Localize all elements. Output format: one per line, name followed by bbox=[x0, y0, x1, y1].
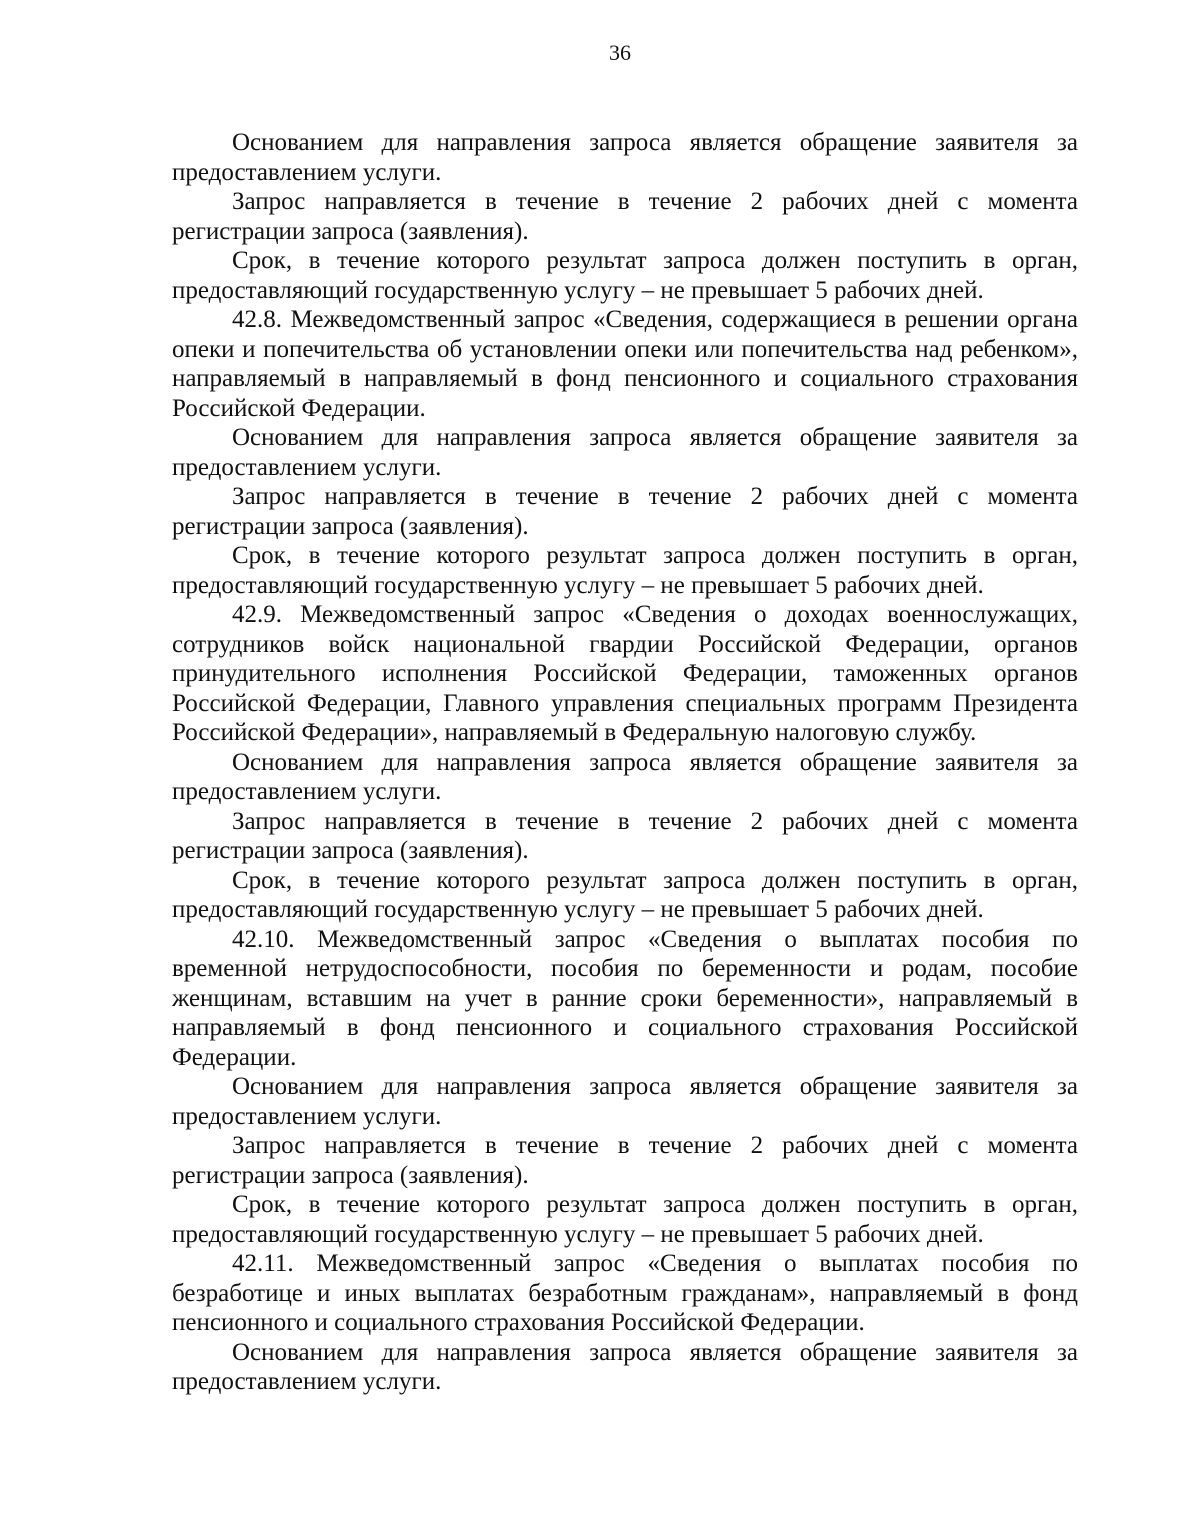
paragraph-result-deadline-3: Срок, в течение которого результат запроса должен поступить в орган, предоставляющий государственную услугу – не превышает 5 рабочих дней. bbox=[172, 866, 1078, 923]
document-body bbox=[172, 128, 1078, 1397]
paragraph-clause-42-8: 42.8. Межведомственный запрос «Сведения, содержащиеся в решении органа опеки и попечительства об установлении опеки или попечительства над ребенком», направляемый в направляемый в фонд пенсионного и социального страхования Российской Федерации. bbox=[172, 306, 1078, 422]
paragraph-basis-4: Основанием для направления запроса является обращение заявителя за предоставлением услуги. bbox=[172, 1073, 1078, 1130]
paragraph-request-timing-1: Запрос направляется в течение в течение 2 рабочих дней с момента регистрации запроса (заявления). bbox=[172, 188, 1078, 245]
paragraph-basis-2: Основанием для направления запроса является обращение заявителя за предоставлением услуги. bbox=[172, 424, 1078, 481]
paragraph-request-timing-2: Запрос направляется в течение в течение 2 рабочих дней с момента регистрации запроса (заявления). bbox=[172, 483, 1078, 540]
paragraph-result-deadline-1: Срок, в течение которого результат запроса должен поступить в орган, предоставляющий государственную услугу – не превышает 5 рабочих дней. bbox=[172, 247, 1078, 304]
paragraph-request-timing-4: Запрос направляется в течение в течение 2 рабочих дней с момента регистрации запроса (заявления). bbox=[172, 1132, 1078, 1189]
paragraph-basis-3: Основанием для направления запроса является обращение заявителя за предоставлением услуги. bbox=[172, 748, 1078, 805]
page-number: 36 bbox=[609, 40, 631, 65]
paragraph-request-timing-3: Запрос направляется в течение в течение 2 рабочих дней с момента регистрации запроса (заявления). bbox=[172, 807, 1078, 864]
paragraph-result-deadline-4: Срок, в течение которого результат запроса должен поступить в орган, предоставляющий государственную услугу – не превышает 5 рабочих дней. bbox=[172, 1191, 1078, 1248]
paragraph-clause-42-11: 42.11. Межведомственный запрос «Сведения о выплатах пособия по безработице и иных выплатах безработным гражданам», направляемый в фонд пенсионного и социального страхования Российской Федерации. bbox=[172, 1250, 1078, 1336]
paragraph-basis-1: Основанием для направления запроса является обращение заявителя за предоставлением услуги. bbox=[172, 129, 1078, 186]
paragraph-basis-5: Основанием для направления запроса является обращение заявителя за предоставлением услуги. bbox=[172, 1338, 1078, 1395]
paragraph-result-deadline-2: Срок, в течение которого результат запроса должен поступить в орган, предоставляющий государственную услугу – не превышает 5 рабочих дней. bbox=[172, 542, 1078, 599]
paragraph-clause-42-10: 42.10. Межведомственный запрос «Сведения о выплатах пособия по временной нетрудоспособности, пособия по беременности и родам, пособие женщинам, вставшим на учет в ранние сроки беременности», направляемый в направляемый в фонд пенсионного и социального страхования Российской Федерации. bbox=[172, 925, 1078, 1071]
paragraph-clause-42-9: 42.9. Межведомственный запрос «Сведения о доходах военнослужащих, сотрудников войск национальной гвардии Российской Федерации, органов принудительного исполнения Российской Федерации, таможенных органов Российской Федерации, Главного управления специальных программ Президента Российской Федерации», направляемый в Федеральную налоговую службу. bbox=[172, 601, 1078, 746]
